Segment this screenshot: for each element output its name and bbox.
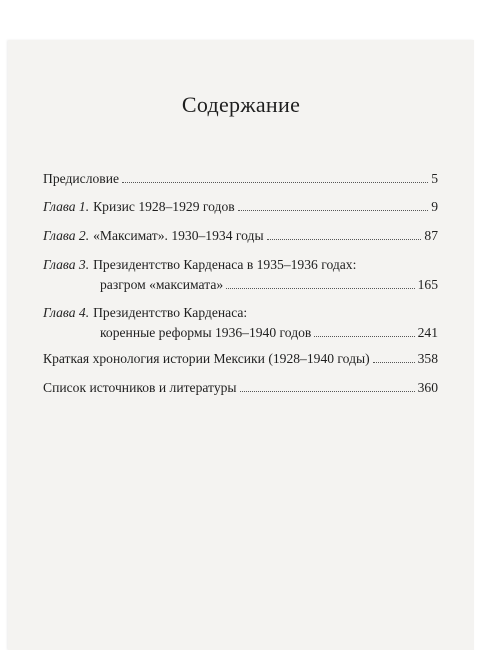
toc-page-number: 360 [417, 380, 438, 395]
toc-entry-chapter-3[interactable] [43, 257, 438, 297]
toc-page-number: 358 [417, 351, 438, 366]
toc-line [43, 228, 438, 248]
page-title: Содержание [181, 92, 301, 117]
chapter-label: Глава 3. [43, 257, 90, 272]
toc-entry-title-cont: коренные реформы 1936–1940 годов [100, 325, 312, 340]
dot-leader [240, 391, 415, 392]
toc-entry-title: Краткая хронология истории Мексики (1928–1940 годы) [43, 351, 370, 366]
toc-line-continuation [43, 325, 438, 345]
chapter-label: Глава 1. [43, 199, 90, 214]
toc-page-number: 5 [431, 171, 438, 186]
toc-entry-bibliography[interactable] [43, 380, 438, 400]
toc-entry-title: Предисловие [43, 171, 120, 186]
toc-entry-title: «Максимат». 1930–1934 годы [93, 228, 264, 243]
toc-line-continuation [43, 277, 438, 297]
toc-entry-title: Список источников и литературы [43, 380, 237, 395]
toc-entry-preface[interactable] [43, 171, 438, 191]
toc-entry-chapter-4[interactable] [43, 305, 438, 345]
dot-leader [122, 182, 428, 183]
book-page [8, 40, 474, 650]
toc-entry-chronology[interactable] [43, 351, 438, 371]
dot-leader [238, 210, 429, 211]
toc-line [43, 171, 438, 191]
toc-page-number: 87 [424, 228, 438, 243]
toc-line [43, 380, 438, 400]
chapter-label: Глава 2. [43, 228, 90, 243]
toc-entry-title-cont: разгром «максимата» [100, 277, 224, 292]
toc-page-number: 165 [417, 277, 438, 292]
toc-entry-title: Президентство Карденаса: [93, 305, 248, 320]
dot-leader [314, 336, 414, 337]
toc-entry-chapter-2[interactable] [43, 228, 438, 248]
dot-leader [373, 362, 415, 363]
toc-page-number: 241 [417, 325, 438, 340]
toc-line [43, 199, 438, 219]
toc-entry-title: Кризис 1928–1929 годов [93, 199, 235, 214]
chapter-label: Глава 4. [43, 305, 90, 320]
dot-leader [226, 288, 414, 289]
toc-entry-chapter-1[interactable] [43, 199, 438, 219]
toc-entry-title: Президентство Карденаса в 1935–1936 годах: [93, 257, 357, 272]
dot-leader [267, 239, 422, 240]
toc-line [43, 257, 438, 277]
toc-line [43, 305, 438, 325]
toc-line [43, 351, 438, 371]
toc-page-number: 9 [431, 199, 438, 214]
